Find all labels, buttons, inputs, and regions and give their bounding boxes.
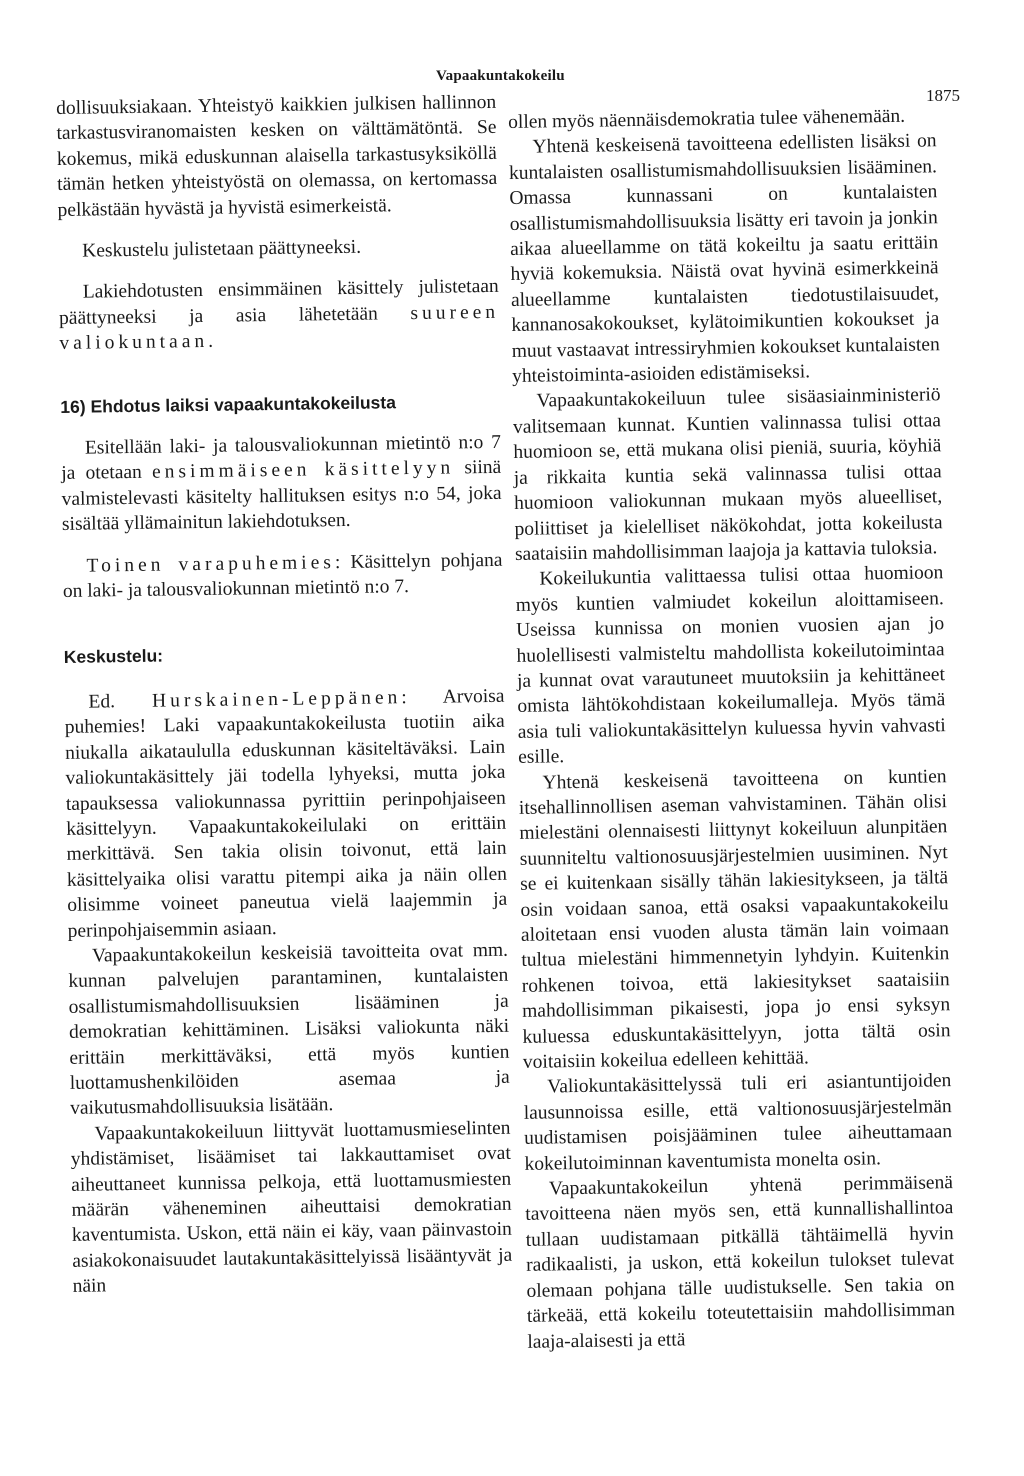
- page-header: [0, 68, 1024, 105]
- paragraph-text: Ed.: [88, 690, 153, 713]
- paragraph: ollen myös näennäisdemokratia tulee vähenemään.: [508, 105, 906, 133]
- paragraph-text: .: [208, 331, 214, 353]
- spaced-emphasis: ensimmäiseen käsittelyyn: [151, 457, 455, 484]
- right-column: [508, 103, 956, 1354]
- spaced-emphasis: suureen valiokuntaan: [59, 301, 500, 355]
- paragraph: Valiokuntakäsittelyssä tuli eri asiantuntijoiden lausunnoissa esille, että valtionosuusjärjestelmän uudistamisen poisjääminen tulee aiheuttamaan kokeilutoiminnan kaventumista monelta osin.: [523, 1070, 953, 1175]
- paragraph: dollisuuksiakaan. Yhteistyö kaikkien julkisen hallinnon tarkastusviranomaisten kesken on välttämätöntä. Se kokemus, mikä eduskunnan alaisella tarkastusyksiköllä tämän hetken yhteistyöstä on olemassa, on kertomassa pelkästään hyvästä ja hyvistä esimerkeistä.: [56, 91, 498, 221]
- paragraph-text: Lakiehdotusten ensimmäinen käsittely julistetaan päättyneeksi ja asia lähetetään: [58, 276, 499, 329]
- paragraph: Keskustelu julistetaan päättyneeksi.: [82, 236, 362, 262]
- paragraph: Kokeilukuntia valittaessa tulisi ottaa huomioon myös kuntien valmiudet kokeilun aloittamiseen. Useissa kunnissa on monien vuosien ajan jo huolellisesti valmisteltu mahdollista kokeilutoimintaa ja kunnat ovat varautuneet muutoksiin ja kehittäneet omista lähtökohdistaan kokeilumalleja. Myös tämä asia tuli valiokuntakäsittelyn kuluessa hyvin vahvasti esille.: [515, 562, 946, 769]
- paragraph: [59, 274, 500, 356]
- paragraph: Vapaakuntakokeilun keskeisiä tavoitteita ovat mm. kunnan palvelujen parantaminen, kuntalaisten osallistumismahdollisuuksien lisääminen ja demokratian kehittäminen. Lisäksi valiokunta näki erittäin merkittäväksi, että myös kuntien luottamushenkilöiden asemaa ja vaikutusmahdollisuuksia lisätään.: [68, 939, 510, 1120]
- paragraph: Vapaakuntakokeiluun tulee sisäasiainministeriö valitsemaan kunnat. Kuntien valinnassa tulisi ottaa huomioon se, että mukana olisi pieniä, suuria, köyhiä ja rikkaita kuntia sekä valinnassa tulisi ottaa huomioon valiokunnan mukaan myös alueelliset, poliittiset ja kielelliset näkökohdat, jotta kokeilusta saataisiin mahdollisimman laajoja ja kattavia tuloksia.: [512, 384, 943, 565]
- discussion-heading: Keskustelu:: [63, 645, 164, 667]
- paragraph-text: siinä valmistelevasti käsitelty hallituksen esitys n:o 54, joka sisältää yllämainitun lakiehdotuksen.: [61, 457, 502, 536]
- paragraph-text: Esitellään laki- ja talousvaliokunnan mietintö n:o 7 ja otetaan: [61, 431, 502, 485]
- section-heading: 16) Ehdotus laiksi vapaakuntakokeilusta: [60, 391, 396, 417]
- paragraph: Vapaakuntakokeiluun liittyvät luottamusmieselinten yhdistämiset, lisäämiset tai lakkauttamiset ovat aiheuttaneet kunnissa pelkoja, että luottamusmiesten määrän väheneminen aiheuttaisi demokratian kaventumista. Uskon, että näin ei käy, vaan päinvastoin asiakokonaisuudet lautakuntakäsittelyissä lisääntyvät ja näin: [70, 1117, 513, 1298]
- paragraph-text: : Arvoisa puhemies! Laki vapaakuntakokeilusta tuotiin aika niukalla aikataululla eduskunnan käsiteltäväksi. Lain valiokuntakäsittely jäi todella lyhyeksi, mutta joka tapauksessa valiokunnassa pyrittiin perinpohjaiseen käsittelyyn. Vapaakuntakokeilulaki on erittäin merkittävä. Sen takia olisin toivonut, että lain käsittelyaika olisi varattu pitempi aika ja näin ollen olisimme voineet paneutua vielä laajemmin ja perinpohjaisemmin asiaan.: [64, 685, 508, 942]
- speaker-name: Toinen varapuhemies: [86, 551, 336, 577]
- paragraph-text: : Käsittelyn pohjana on laki- ja talousvaliokunnan mietintö n:o 7.: [62, 549, 503, 603]
- paragraph: Yhtenä keskeisenä tavoitteena on kuntien itsehallinnollisen aseman vahvistaminen. Tähän olisi mielestäni olennaisesti liittynyt kokeiluun alunpitäen suunniteltu valtionosuusjärjestelmien uusiminen. Nyt se ei kuitenkaan sisälly tähän lakiesitykseen, ja tältä osin voidaan sanoa, että osaksi vapaakuntakokeilu aloitetaan ensi vuoden alusta tämän lain voimaan tultua mielestäni himmennetyin lyhdyin. Kuitenkin rohkenen toivoa, että lakiesitykset saataisiin mahdollisimman pikaisesti, jopa jo ensi syksyn kuluessa eduskuntakäsittelyyn, jotta tältä osin voitaisiin kokeilua edelleen kehittää.: [518, 765, 951, 1073]
- paragraph: Yhtenä keskeisenä tavoitteena edellisten lisäksi on kuntalaisten osallistumismahdollisuuksien lisääminen. Omassa kunnassani on kuntalaisten osallistumismahdollisuuksia lisätty eri tavoin ja jonkin aikaa alueellamme on tätä kokeiltu ja saatu erittäin hyviä kokemuksia. Näistä ovat hyvinä esimerkkeinä alueellamme kuntalaisten tiedotustilaisuudet, kannanosakokoukset, kylätoimikuntien kokoukset ja muut vastaavat intressiryhmien kokoukset kuntalaisten yhteistoiminta-asioiden edistämiseksi.: [508, 130, 940, 388]
- running-title: Vapaakuntakokeilu: [436, 68, 565, 84]
- left-column: [56, 90, 513, 1300]
- paragraph: [62, 547, 503, 604]
- page-number: 1875: [926, 86, 960, 105]
- paragraph: [64, 684, 508, 944]
- paragraph: Vapaakuntakokeilun yhtenä perimmäisenä tavoitteena näen myös sen, että kunnallishallintoa tullaan uudistamaan pitkällä tähtäimellä hyvin radikaalisti, ja uskon, että kokeilun tulokset tulevat olemaan pohjana tälle uudistukselle. Sen takia on tärkeää, että kokeilu toteutettaisiin mahdollisimman laaja-alaisesti ja että: [525, 1172, 956, 1353]
- paragraph: [61, 430, 502, 538]
- speaker-name: Hurskainen-Leppänen: [151, 687, 402, 712]
